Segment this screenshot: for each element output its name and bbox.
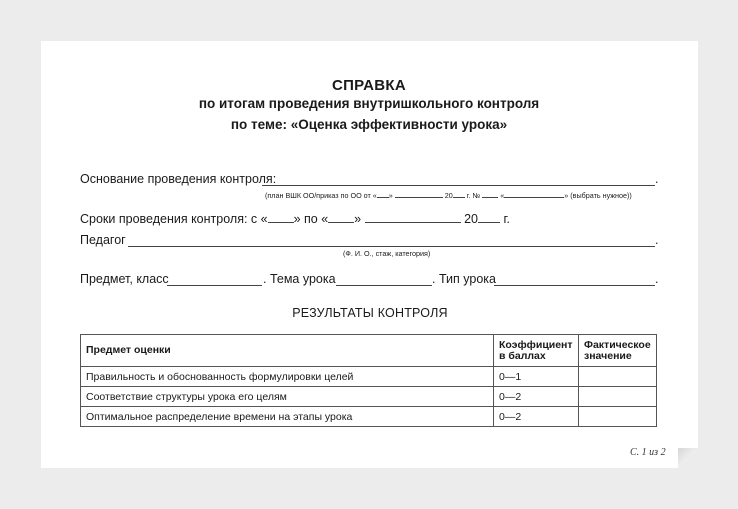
terms-month-field[interactable] [365, 210, 461, 223]
terms-year-field[interactable] [478, 210, 500, 223]
basis-hint-number-field[interactable] [482, 188, 498, 198]
terms-to-day-field[interactable] [328, 210, 354, 223]
basis-hint-month-field[interactable] [395, 188, 443, 198]
basis-hint-q: » [388, 191, 393, 200]
basis-field[interactable] [262, 185, 655, 186]
table-header-row [81, 335, 657, 367]
teacher-label: Педагог [80, 233, 126, 247]
results-title: РЕЗУЛЬТАТЫ КОНТРОЛЯ [292, 306, 448, 320]
row-actual-field[interactable] [579, 407, 657, 427]
basis-hint-g: г. № [466, 191, 481, 200]
terms-quote-close: » [354, 212, 362, 226]
row-actual-field[interactable] [579, 367, 657, 387]
basis-hint-name-field[interactable] [504, 188, 564, 198]
row-actual-field[interactable] [579, 387, 657, 407]
subject-field[interactable] [167, 285, 262, 286]
terms-g-label: г. [503, 212, 510, 226]
basis-hint-year: 20 [444, 191, 453, 200]
page-number: С. 1 из 2 [630, 447, 666, 458]
row-subject: Соответствие структуры урока его целям [81, 387, 494, 407]
terms-from-day-field[interactable] [268, 210, 294, 223]
terms-row [80, 210, 510, 226]
subject-label: Предмет, класс [80, 272, 169, 286]
topic-field[interactable] [336, 285, 432, 286]
basis-hint-q2: « [500, 191, 505, 200]
row-coef: 0—2 [494, 387, 579, 407]
basis-hint [265, 188, 632, 200]
terms-po-label: » по « [293, 212, 329, 226]
col-coef-header: Коэффициент в баллах [494, 335, 579, 367]
doc-title: СПРАВКА [331, 77, 407, 94]
topic-label: . Тема урока [263, 272, 336, 286]
table-row [81, 387, 657, 407]
basis-dot: . [655, 172, 659, 186]
col-actual-header: Фактическое значение [579, 335, 657, 367]
type-dot: . [655, 272, 659, 286]
type-label: . Тип урока [432, 272, 496, 286]
doc-subtitle-1: по итогам проведения внутришкольного контроля [198, 96, 540, 111]
teacher-field[interactable] [128, 246, 655, 247]
teacher-dot: . [655, 233, 659, 247]
terms-year-label: 20 [464, 212, 478, 226]
row-subject: Правильность и обоснованность формулировки целей [81, 367, 494, 387]
basis-hint-choose: » (выбрать нужное)) [564, 191, 632, 200]
type-field[interactable] [494, 285, 655, 286]
table-row [81, 407, 657, 427]
basis-label: Основание проведения контроля: [80, 172, 277, 186]
doc-subtitle-2: по теме: «Оценка эффективности урока» [230, 117, 508, 132]
row-coef: 0—1 [494, 367, 579, 387]
row-subject: Оптимальное распределение времени на этапы урока [81, 407, 494, 427]
row-coef: 0—2 [494, 407, 579, 427]
results-table [80, 334, 657, 427]
page-curl [678, 448, 698, 468]
col-subject-header: Предмет оценки [81, 335, 494, 367]
teacher-hint: (Ф. И. О., стаж, категория) [343, 249, 431, 258]
basis-hint-day-field[interactable] [377, 188, 389, 198]
basis-hint-year-field[interactable] [453, 188, 465, 198]
basis-hint-plan: (план ВШК ОО/приказ по ОО от « [265, 191, 377, 200]
terms-label: Сроки проведения контроля: с « [80, 212, 268, 226]
table-row [81, 367, 657, 387]
